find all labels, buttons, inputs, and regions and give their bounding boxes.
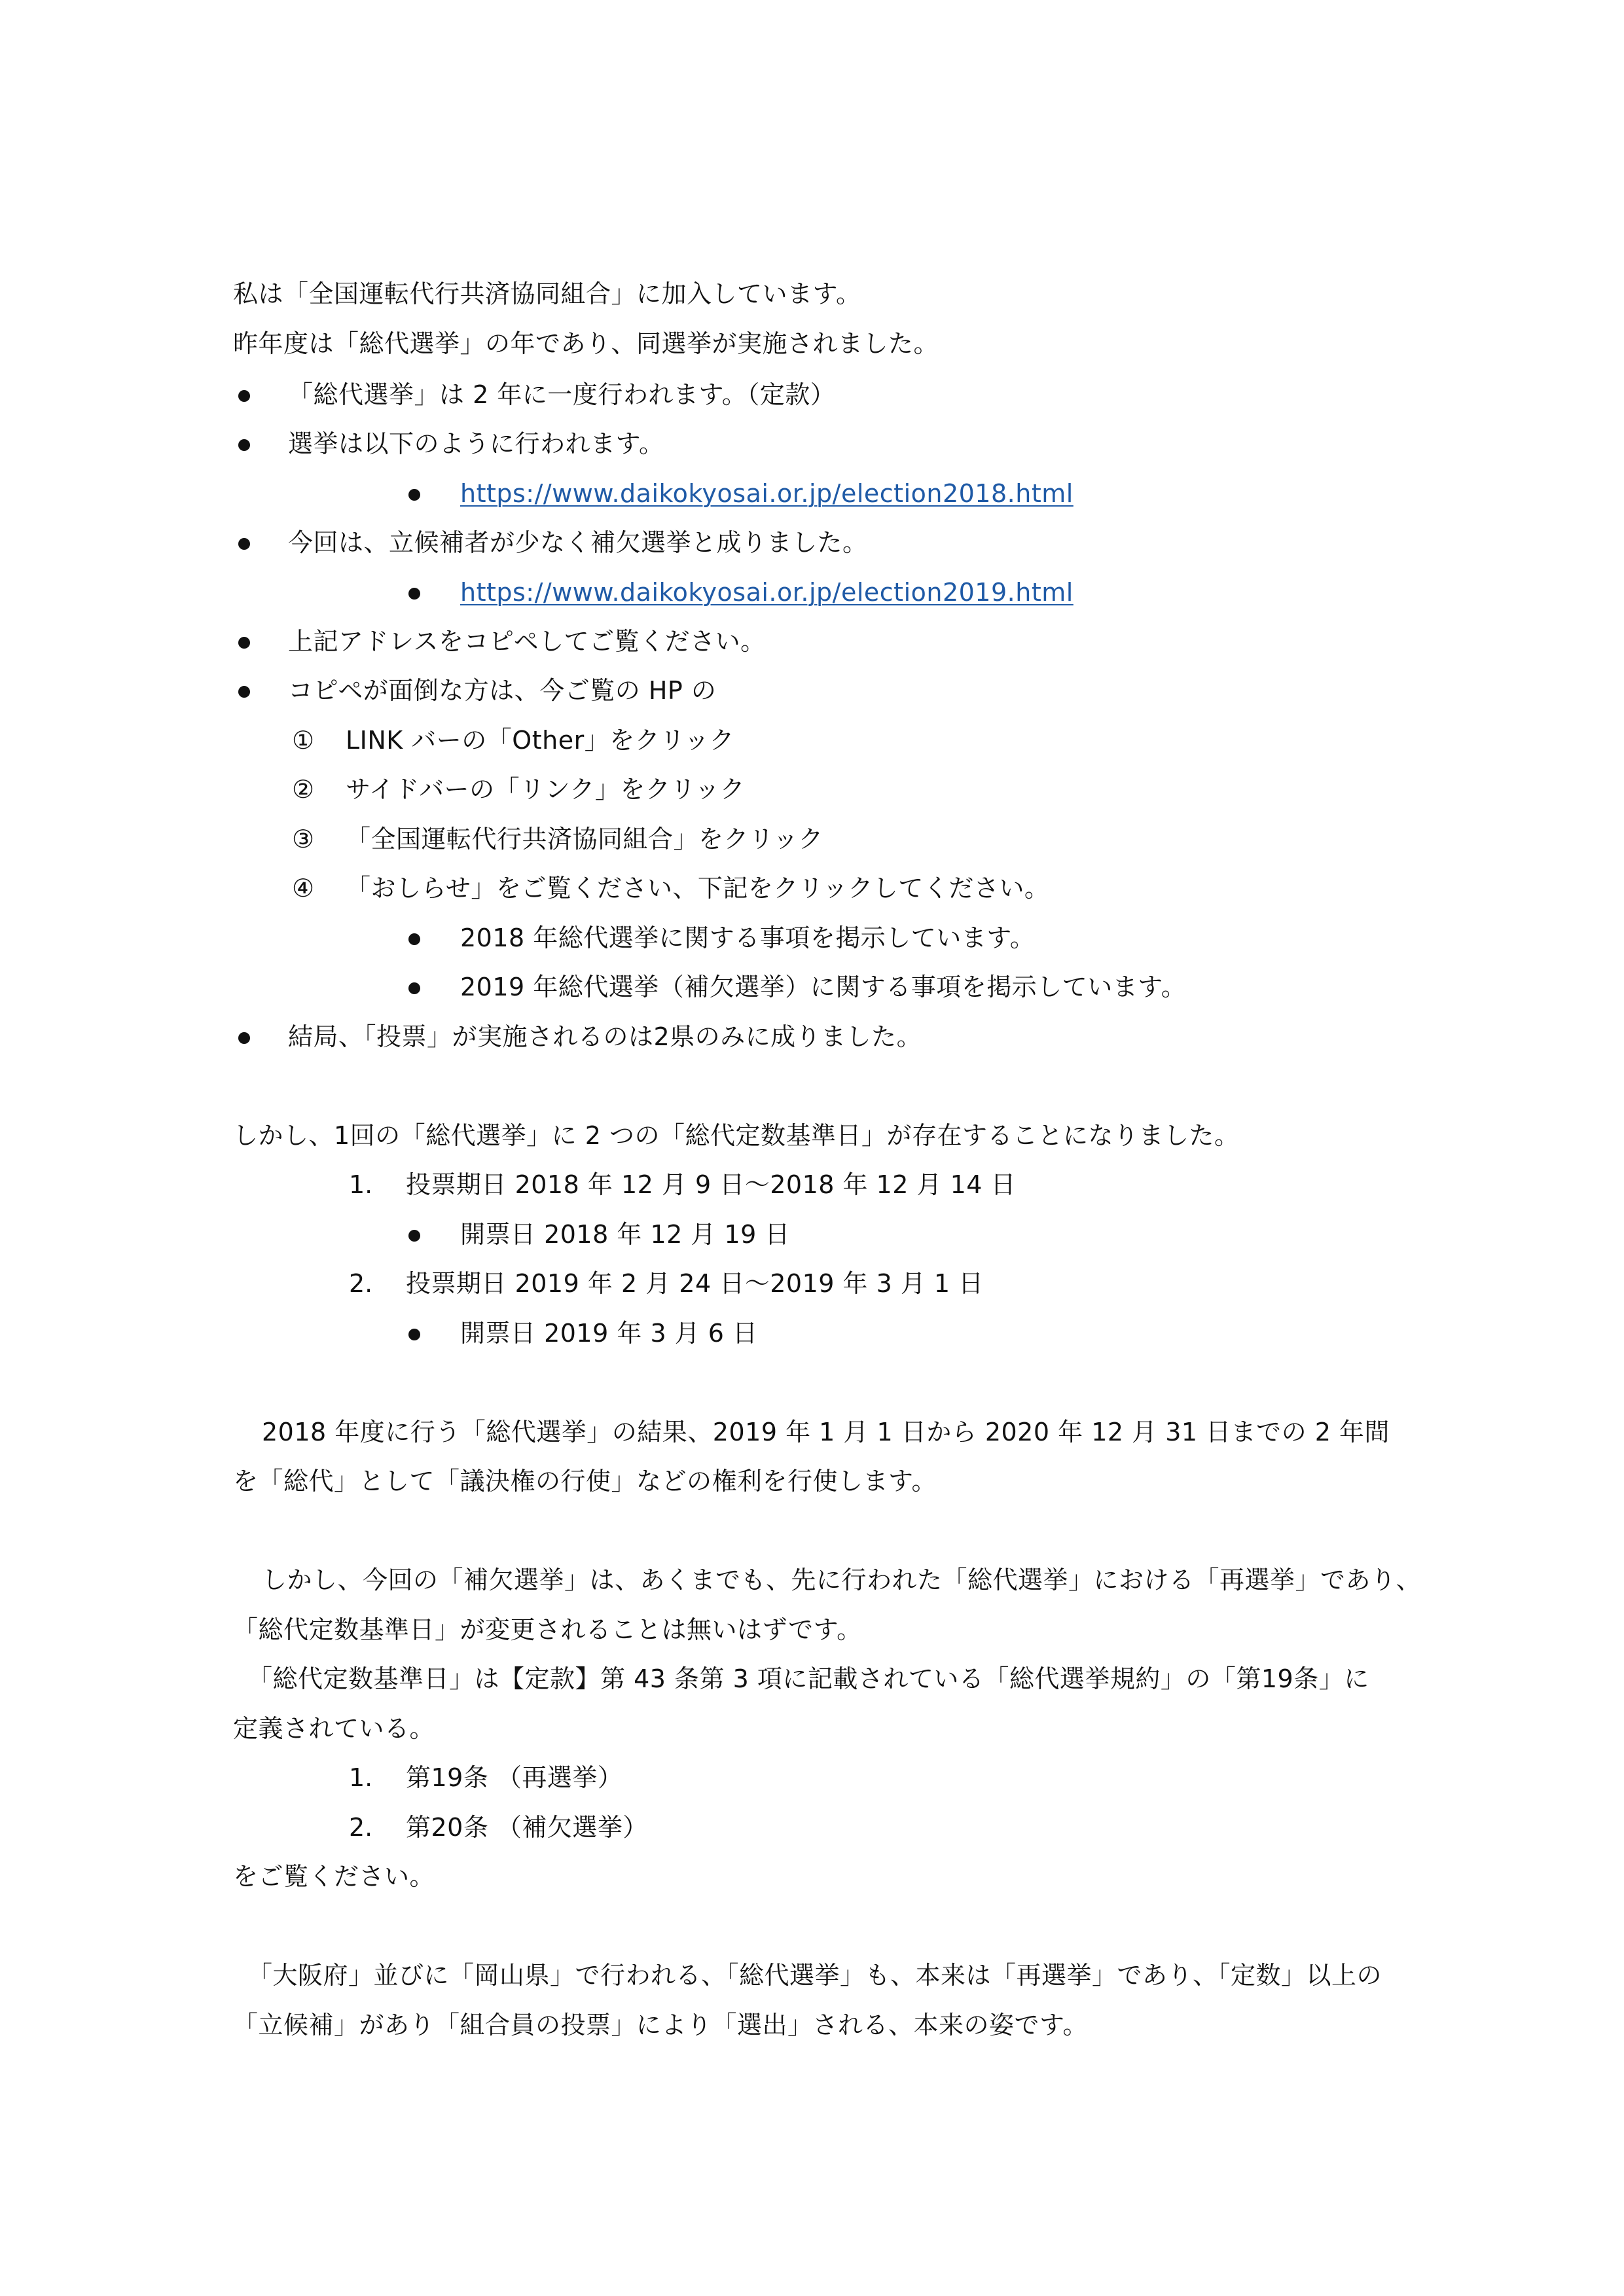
bullet-election-frequency: 「総代選挙」は 2 年に一度行われます。（定款） <box>288 380 836 409</box>
counting-day-2018: 開票日 2018 年 12 月 19 日 <box>460 1220 790 1249</box>
sub-bullet-dot <box>408 1329 420 1340</box>
para2-line-3: 「総代定数基準日」は【定款】第 43 条第 3 項に記載されている「総代選挙規約」の「第19条」に <box>247 1664 1369 1693</box>
sub-bullet-dot <box>408 489 420 501</box>
intro-line-2: 昨年度は「総代選挙」の年であり、同選挙が実施されました。 <box>233 329 939 358</box>
notice-2019: 2019 年総代選挙（補欠選挙）に関する事項を掲示しています。 <box>460 973 1187 1001</box>
bullet-dot <box>238 1032 250 1044</box>
step-marker: ③ <box>292 825 315 853</box>
bullet-alternative: コピペが面倒な方は、今ご覧の HP の <box>288 676 717 705</box>
article-marker: 2. <box>349 1813 373 1842</box>
sub-bullet-dot <box>408 982 420 994</box>
articles-tail: をご覧ください。 <box>233 1862 435 1891</box>
bullet-dot <box>238 538 250 550</box>
para1-line-2: を「総代」として「議決権の行使」などの権利を行使します。 <box>233 1467 937 1496</box>
bullet-voting-result: 結局、「投票」が実施されるのは2県のみに成りました。 <box>288 1022 922 1051</box>
para2-line-4: 定義されている。 <box>233 1714 435 1743</box>
article-marker: 1. <box>349 1763 373 1792</box>
bullet-dot <box>238 686 250 698</box>
step-marker: ① <box>292 726 315 755</box>
step-text: 「おしらせ」をご覧ください、下記をクリックしてください。 <box>346 874 1050 903</box>
bullet-copy-paste: 上記アドレスをコピペしてご覧ください。 <box>288 627 766 656</box>
bullet-dot <box>238 637 250 649</box>
counting-day-2019: 開票日 2019 年 3 月 6 日 <box>460 1319 758 1348</box>
para2-line-1: しかし、今回の「補欠選挙」は、あくまでも、先に行われた「総代選挙」における「再選挙」であり、 <box>262 1566 1422 1594</box>
bullet-by-election: 今回は、立候補者が少なく補欠選挙と成りました。 <box>288 528 868 557</box>
sub-bullet-dot <box>408 588 420 600</box>
bullet-dot <box>238 390 250 402</box>
para1-line-1: 2018 年度に行う「総代選挙」の結果、2019 年 1 月 1 日から 2020 年 12 月 31 日までの 2 年間 <box>262 1418 1390 1446</box>
election-2019-link[interactable]: https://www.daikokyosai.or.jp/election2019.html <box>460 578 1074 607</box>
para3-line-1: 「大阪府」並びに「岡山県」で行われる、「総代選挙」も、本来は「再選挙」であり、「定数」以上の <box>247 1961 1382 1990</box>
bullet-dot <box>238 439 250 451</box>
step-text: LINK バーの「Other」をクリック <box>346 726 735 755</box>
step-marker: ② <box>292 775 315 804</box>
para2-line-2: 「総代定数基準日」が変更されることは無いはずです。 <box>233 1615 862 1644</box>
election-2018-link[interactable]: https://www.daikokyosai.or.jp/election2018.html <box>460 479 1074 508</box>
date-item-marker: 2. <box>349 1269 373 1298</box>
voting-period-2018: 投票期日 2018 年 12 月 9 日～2018 年 12 月 14 日 <box>406 1170 1017 1199</box>
notice-2018: 2018 年総代選挙に関する事項を掲示しています。 <box>460 924 1036 952</box>
article-20: 第20条 （補欠選挙） <box>406 1813 648 1842</box>
bullet-election-method: 選挙は以下のように行われます。 <box>288 429 664 458</box>
step-marker: ④ <box>292 874 315 903</box>
intro-line-1: 私は「全国運転代行共済協同組合」に加入しています。 <box>233 279 861 308</box>
date-item-marker: 1. <box>349 1170 373 1199</box>
sub-bullet-dot <box>408 933 420 945</box>
step-text: サイドバーの「リンク」をクリック <box>346 775 746 804</box>
article-19: 第19条 （再選挙） <box>406 1763 623 1792</box>
para3-line-2: 「立候補」があり「組合員の投票」により「選出」される、本来の姿です。 <box>233 2011 1088 2039</box>
voting-period-2019: 投票期日 2019 年 2 月 24 日～2019 年 3 月 1 日 <box>406 1269 984 1298</box>
dates-lead: しかし、1回の「総代選挙」に 2 つの「総代定数基準日」が存在することになりました。 <box>233 1121 1240 1150</box>
sub-bullet-dot <box>408 1230 420 1242</box>
step-text: 「全国運転代行共済協同組合」をクリック <box>346 825 823 853</box>
